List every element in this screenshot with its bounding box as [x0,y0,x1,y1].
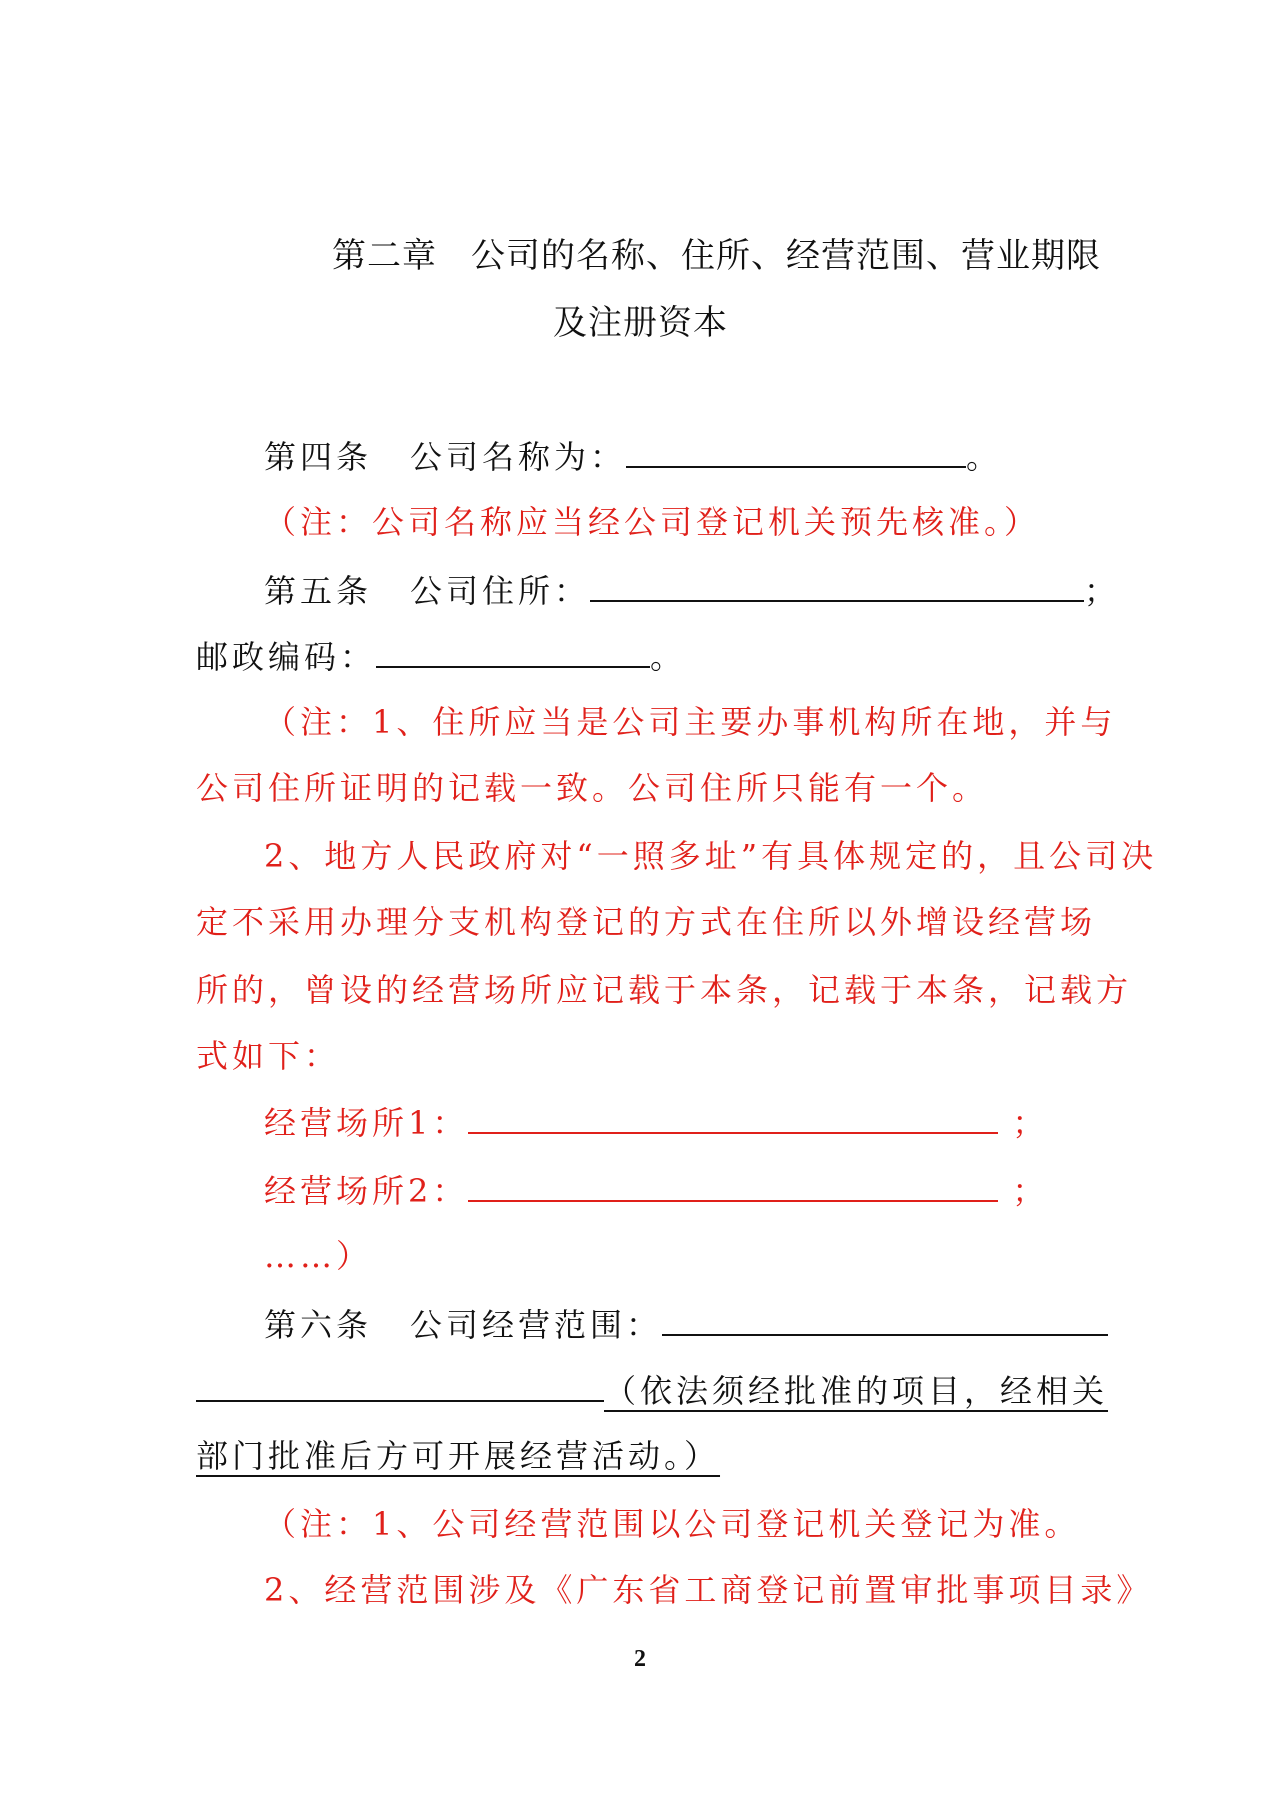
chapter-number: 第二章 [332,236,437,276]
article5-text: 公司住所： [410,572,591,610]
article5-note2-line1 [264,836,1157,876]
postal-code-end: 。 [650,638,687,676]
chapter-title-text: 公司的名称、住所、经营范围、营业期限 [471,236,1101,276]
postal-code-blank[interactable] [376,636,650,668]
business-scope-blank-2[interactable] [196,1370,604,1402]
article5-note1-line2 [196,768,988,808]
article4-label: 第四条 [264,438,373,476]
article5-note1-text1: （注：1、住所应当是公司主要办事机构所在地，并与 [264,703,1117,741]
article6-label: 第六条 [264,1306,373,1344]
article5-note1-line1 [264,702,1116,742]
article5-label: 第五条 [264,572,373,610]
article6-note2 [264,1570,1152,1610]
company-address-blank[interactable] [590,570,1084,602]
article4-end: 。 [966,438,1003,476]
business-scope-blank[interactable] [662,1304,1108,1336]
business-site2-end: ； [1012,1172,1049,1210]
business-site1-blank[interactable] [468,1102,998,1134]
article4-line [264,436,1002,477]
article6-line3 [196,1436,720,1476]
article5-note1-text2: 公司住所证明的记载一致。公司住所只能有一个。 [196,769,989,807]
article4-note-text: （注：公司名称应当经公司登记机关预先核准。） [264,503,1041,541]
article6-line [264,1304,1108,1345]
article6-line3-text: 部门批准后方可开展经营活动。） [196,1437,721,1475]
article6-line2-text: （依法须经批准的项目，经相关 [604,1372,1109,1410]
article5-note2-line4 [196,1036,340,1076]
postal-code-line [196,636,686,677]
business-site1-label: 经营场所1： [264,1104,469,1142]
article5-note2-text2: 定不采用办理分支机构登记的方式在住所以外增设经营场 [196,903,1097,941]
article5-note2-text4: 式如下： [196,1037,341,1075]
business-site1-end: ； [1012,1104,1049,1142]
business-site1-line [264,1102,1048,1143]
chapter-title-line1 [332,236,1101,276]
article5-note2-text1: 2、地方人民政府对“一照多址”有具体规定的，且公司决 [264,837,1158,875]
article6-note1 [264,1504,1080,1544]
ellipsis-text: ……） [264,1237,373,1275]
article5-note2-line2 [196,902,1096,942]
article6-note2-text: 2、经营范围涉及《广东省工商登记前置审批事项目录》 [264,1571,1153,1609]
business-site2-blank[interactable] [468,1170,998,1202]
article5-note2-text3: 所的，曾设的经营场所应记载于本条，记载于本条，记载方 [196,971,1133,1009]
article6-text: 公司经营范围： [410,1306,663,1344]
postal-code-label: 邮政编码： [196,638,377,676]
article6-line2 [196,1370,1108,1411]
business-site2-label: 经营场所2： [264,1172,469,1210]
article5-end: ； [1084,572,1121,610]
chapter-title-line2 [553,303,728,343]
chapter-subtitle: 及注册资本 [553,303,728,343]
article4-note [264,502,1040,542]
article6-note1-text: （注：1、公司经营范围以公司登记机关登记为准。 [264,1505,1081,1543]
business-site2-line [264,1170,1048,1211]
article4-text: 公司名称为： [410,438,627,476]
business-site-ellipsis [264,1236,372,1276]
page-number: 2 [634,1646,646,1672]
company-name-blank[interactable] [626,436,966,468]
article5-note2-line3 [196,970,1132,1010]
article5-line [264,570,1120,611]
